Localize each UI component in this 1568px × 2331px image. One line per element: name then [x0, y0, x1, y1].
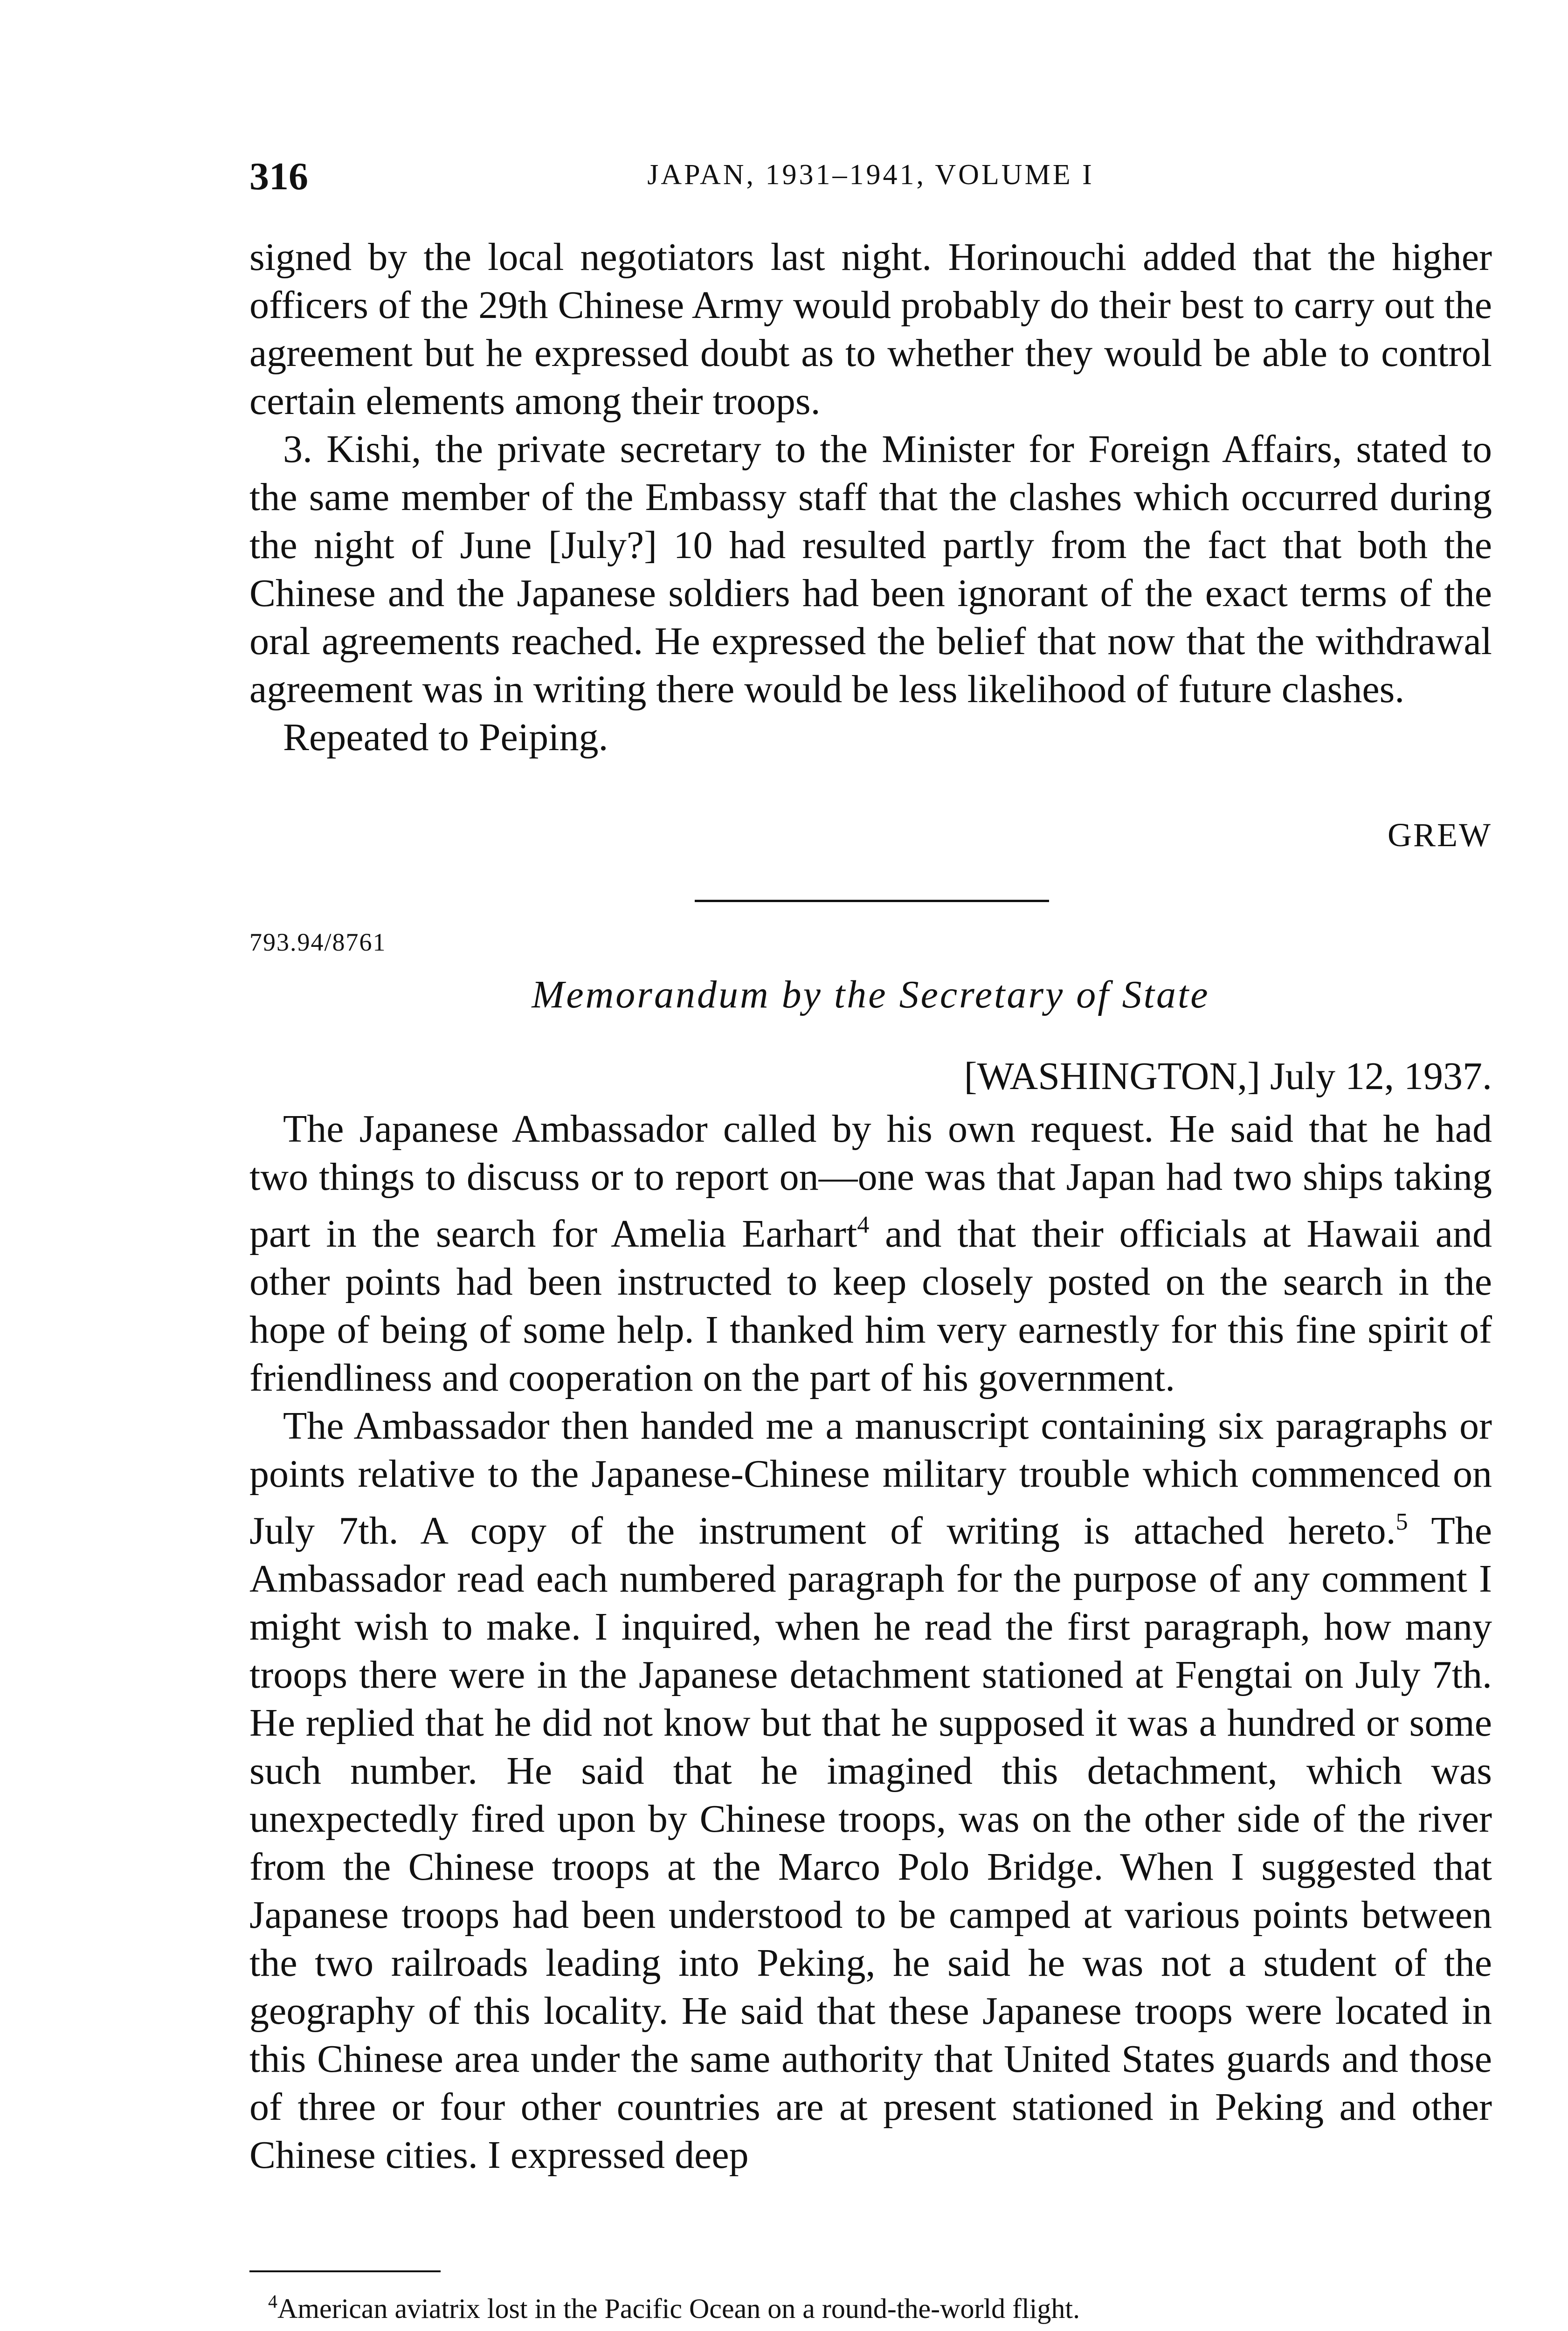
paragraph-text: The Ambassador read each numbered paragraph for the purpose of any comment I might wish to make. I inquired, when he read the first paragraph, how many troops there were in the Japanese detachment stationed at Fengtai on July 7th. He replied that he did not know but that he supposed it was a hundred or some such number. He said that he imagined this detachment, which was unexpectedly fired upon by Chinese troops, was on the other side of the river from the Chinese troops at the Marco Polo Bridge. When I suggested that Japanese troops had been understood to be camped at various points between the two railroads leading into Peking, he said he was not a student of the geography of this locality. He said that these Japanese troops were located in this Chinese area under the same authority that United States guards and those of three or four other countries are at present stationed in Peking and other Chinese cities. I expressed deep [249, 1509, 1492, 2177]
footnote-rule [249, 2270, 441, 2272]
paragraph-text: The Japanese Ambassador called by his own request. He said that he had two things to discuss or to report on—one was that Japan had two ships taking part in the search for Amelia Earhart [249, 1107, 1492, 1255]
continued-text [249, 233, 1492, 761]
continued-paragraph: signed by the local negotiators last night. Horinouchi added that the higher officers of the 29th Chinese Army would probably do their best to carry out the agreement but he expressed doubt as to whether they would be able to control certain elements among their troops. [249, 235, 1492, 423]
page-header [249, 154, 1492, 200]
document-title: Memorandum by the Secretary of State [532, 973, 1210, 1016]
memorandum-paragraph-2 [249, 1402, 1492, 2179]
footnote-mark: 4 [268, 2291, 277, 2312]
signature-grew: GREW [1388, 816, 1492, 854]
footnotes [268, 2284, 1492, 2331]
paragraph-text: The Ambassador then handed me a manuscript containing six paragraphs or points relative to the Japanese-Chinese military trouble which commenced on July 7th. A copy of the instrument of writing is attached hereto. [249, 1404, 1492, 1552]
running-head: JAPAN, 1931–1941, VOLUME I [647, 159, 1094, 191]
memorandum-body [249, 1105, 1492, 2179]
footnote-reference-5: 5 [1395, 1509, 1408, 1535]
repeated-to-line: Repeated to Peiping. [283, 716, 608, 759]
dateline: [WASHINGTON,] July 12, 1937. [964, 1055, 1492, 1098]
footnote-4 [268, 2284, 1492, 2326]
memorandum-paragraph-1 [249, 1105, 1492, 1402]
footnote-text: American aviatrix lost in the Pacific Ocean on a round-the-world flight. [277, 2293, 1080, 2324]
footnote-5 [268, 2326, 1492, 2331]
footnote-reference-4: 4 [857, 1212, 870, 1238]
continued-paragraph-point-3: 3. Kishi, the private secretary to the Minister for Foreign Affairs, stated to the same member of the Embassy staff that the clashes which occurred during the night of June [July?] 10 had resulted partly from the fact that both the Chinese and the Japanese soldiers had been ignorant of the exact terms of the oral agreements reached. He expressed the belief that now that the withdrawal agreement was in writing there would be less likelihood of future clashes. [249, 428, 1492, 711]
paragraph-text: and that their officials at Hawaii and other points had been instructed to keep closely posted on the search in the hope of being of some help. I thanked him very earnestly for this fine spirit of friendliness and cooperation on the part of his government. [249, 1212, 1492, 1400]
page-number: 316 [249, 155, 308, 198]
section-separator [695, 900, 1049, 902]
file-number: 793.94/8761 [249, 928, 387, 956]
